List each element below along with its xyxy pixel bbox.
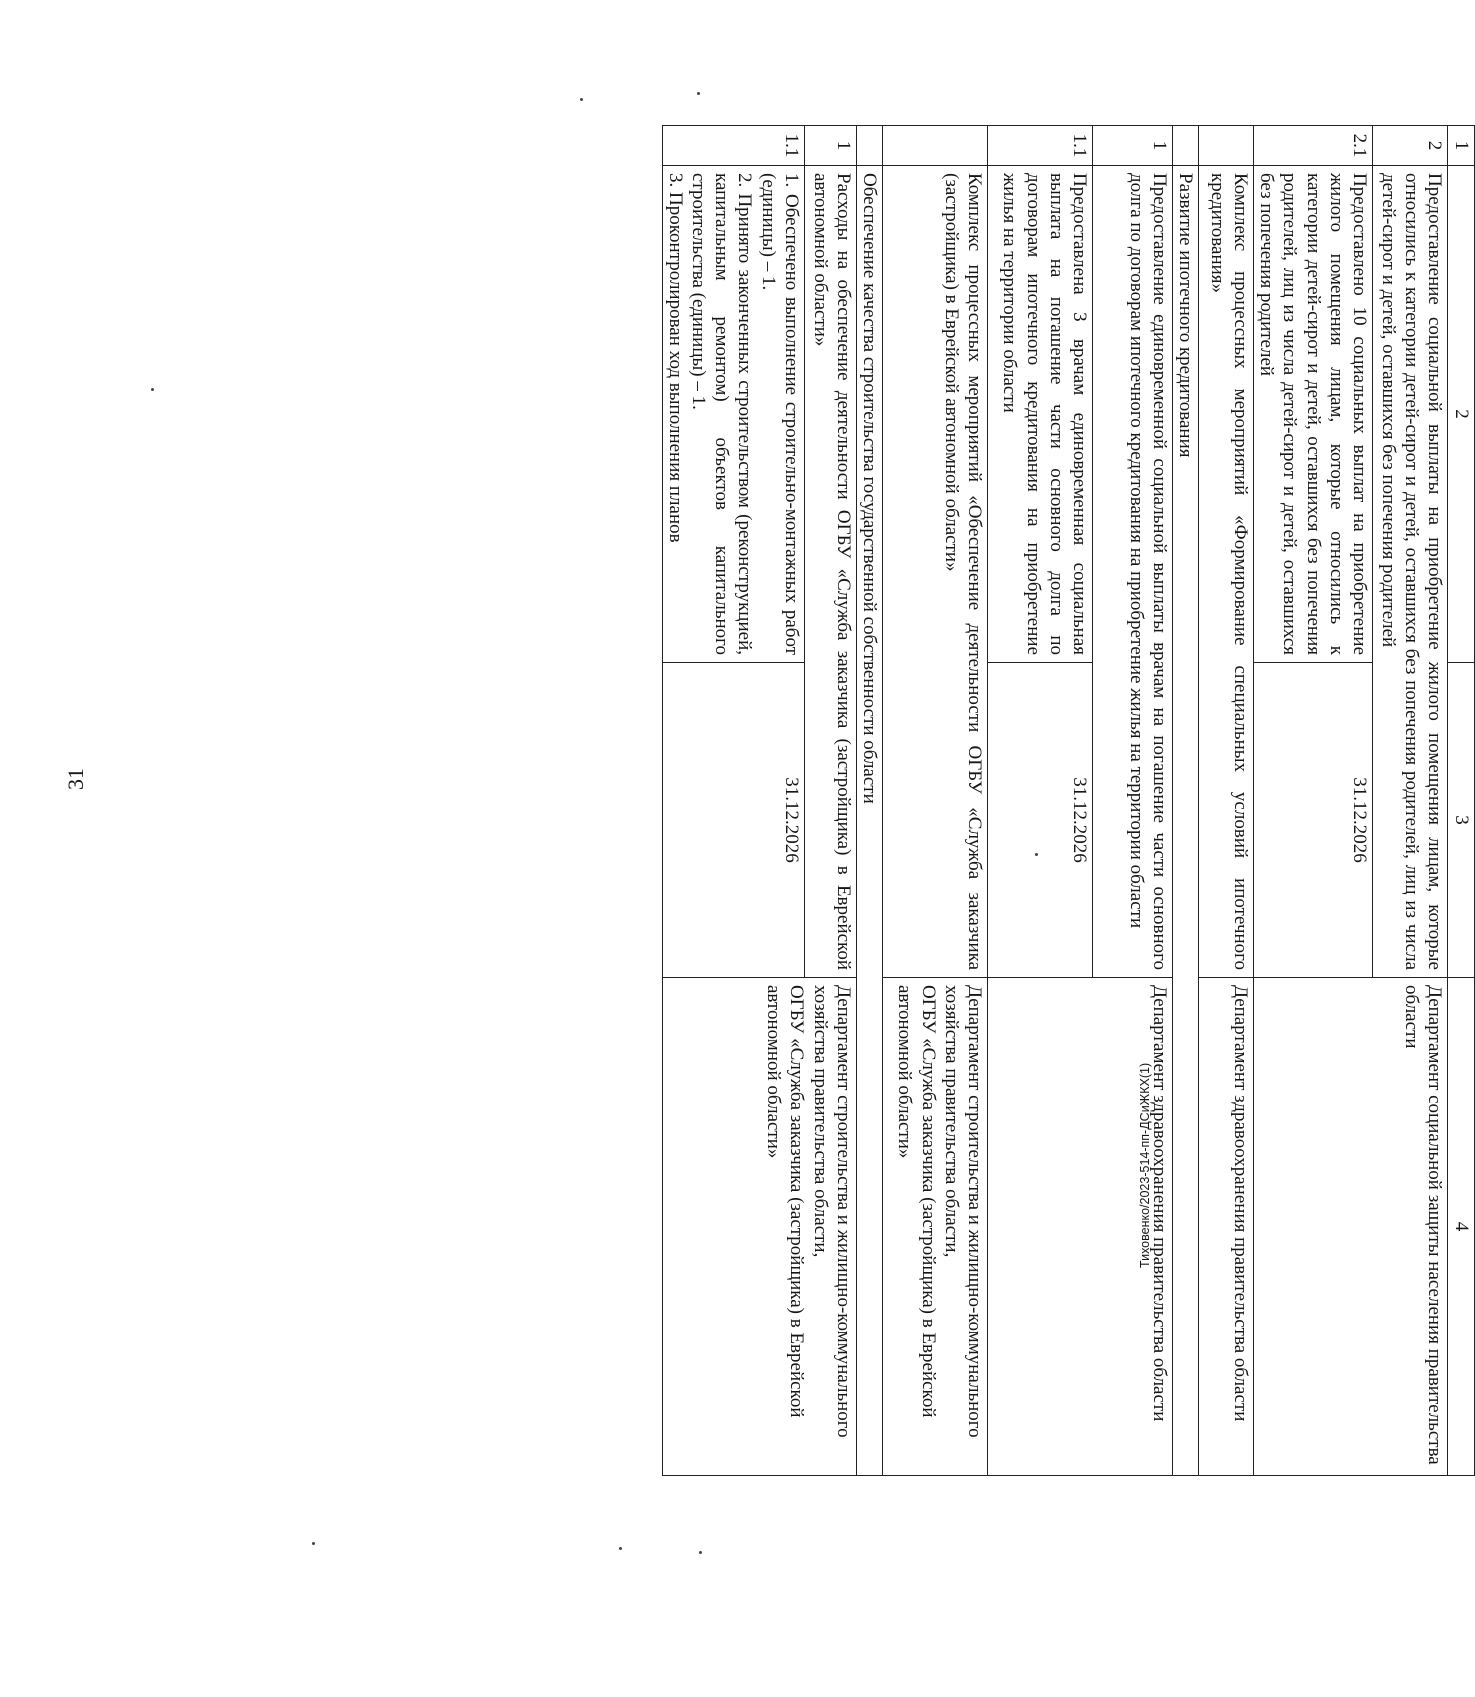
row-number: 1.1 <box>662 126 804 166</box>
result-text: Предоставлено 10 социальных выплат на приобретение жилого помещения лицам, которые относились к категории детей-сирот и детей, оставшихся без попечения родителей, лиц из числа детей-сирот и детей, оставшихся без попечения родителей <box>1254 166 1373 663</box>
responsible-text: Департамент здравоохранения правительства области <box>1199 978 1254 1476</box>
row-number <box>856 126 882 166</box>
header-cell-4: 4 <box>1448 978 1475 1476</box>
row-number: 1 <box>1092 126 1172 166</box>
scan-speck <box>312 1542 315 1545</box>
result-text: Предоставлена 3 врачам единовременная социальная выплата на погашение части основного долга по договорам ипотечного кредитования на приобретение жилья на территории области <box>987 166 1092 663</box>
deadline-date: 31.12.2026 <box>662 663 804 978</box>
row-number <box>1172 126 1198 166</box>
scan-speck <box>697 92 700 95</box>
section-row <box>1172 126 1198 1476</box>
responsible-text: Департамент строительства и жилищно-коммунального хозяйства правительства области, ОГБУ «Служба заказчика (застройщика) в Еврейской автономной области» <box>662 978 856 1476</box>
row-number: 2.1 <box>1254 126 1373 166</box>
document-code: Тиховенко/2023-514-пп-ДСиЖКХ(1) <box>1138 1062 1152 1268</box>
activity-text: Расходы на обеспечение деятельности ОГБУ «Служба заказчика (застройщика) в Еврейской автономной области» <box>804 166 856 978</box>
row-number <box>1199 126 1254 166</box>
table-row <box>804 126 856 1476</box>
row-number: 2 <box>1373 126 1448 166</box>
table-row <box>1373 126 1448 1476</box>
row-number: 1 <box>804 126 856 166</box>
scan-speck <box>580 98 583 101</box>
activity-text: Предоставление единовременной социальной выплаты врачам на погашение части основного долга по договорам ипотечного кредитования на приобретение жилья на территории области <box>1092 166 1172 978</box>
section-title: Обеспечение качества строительства государственной собственности области <box>856 166 882 1476</box>
result-text: 1. Обеспечено выполнение строительно-монтажных работ (единицы) – 1. 2. Принято законченных строительством (реконструкцией, капитальным ремонтом) объектов капитального строительства (единицы) – 1. 3. Проконтролирован ход выполнения планов <box>662 166 804 663</box>
row-number: 1.1 <box>987 126 1092 166</box>
section-title: Развитие ипотечного кредитования <box>1172 166 1198 1476</box>
table-row <box>1092 126 1172 1476</box>
rotated-table-container <box>141 125 1475 1475</box>
activity-text: Комплекс процессных мероприятий «Формирование специальных условий ипотечного кредитования» <box>1199 166 1254 978</box>
table-row <box>1199 126 1254 1476</box>
deadline-date: 31.12.2026 <box>987 663 1092 978</box>
page-number: 31 <box>63 768 88 790</box>
responsible-text: Департамент социальной защиты населения правительства области <box>1254 978 1448 1476</box>
header-cell-3: 3 <box>1448 663 1475 978</box>
responsible-text: Департамент здравоохранения правительства области <box>987 978 1172 1476</box>
row-number <box>882 126 987 166</box>
header-cell-1: 1 <box>1448 126 1475 166</box>
section-row <box>856 126 882 1476</box>
header-row <box>1448 126 1475 1476</box>
plan-table <box>662 125 1475 1476</box>
activity-text: Предоставление социальной выплаты на приобретение жилого помещения лицам, которые относились к категории детей-сирот и детей, оставшихся без попечения родителей, лиц из числа детей-сирот и детей, оставшихся без попечения родителей <box>1373 166 1448 978</box>
header-cell-2: 2 <box>1448 166 1475 663</box>
table-row <box>882 126 987 1476</box>
scan-speck <box>619 1547 622 1550</box>
responsible-text: Департамент строительства и жилищно-коммунального хозяйства правительства области, ОГБУ «Служба заказчика (застройщика) в Еврейской автономной области» <box>882 978 987 1476</box>
activity-text: Комплекс процессных мероприятий «Обеспечение деятельности ОГБУ «Служба заказчика (застройщика) в Еврейской автономной области» <box>882 166 987 978</box>
table-body <box>662 126 1474 1476</box>
deadline-date: 31.12.2026 <box>1254 663 1373 978</box>
scan-speck <box>699 1551 702 1554</box>
